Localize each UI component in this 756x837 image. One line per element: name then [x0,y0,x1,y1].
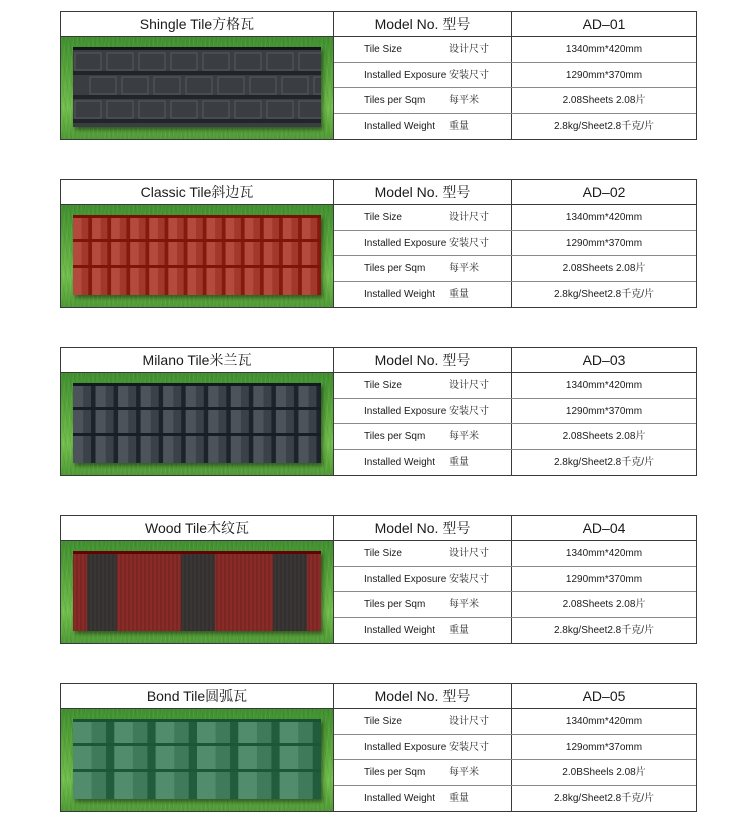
spec-value: 2.08Sheets 2.08片 [562,431,646,442]
model-code: AD–05 [582,688,626,704]
spec-label-cn: 重量 [449,456,469,468]
spec-row [334,786,696,812]
product-photo-panel [61,348,334,475]
spec-label-en: Tile Size [364,44,402,55]
model-label: Model No. 型号 [334,348,512,372]
spec-label-cn: 设计尺寸 [449,380,489,391]
spec-label-en: Installed Weight [364,288,435,300]
spec-value: 2.8kg/Sheet2.8千克/片 [553,456,655,468]
spec-label-cn: 安装尺寸 [449,741,489,753]
spec-table [334,180,696,307]
spec-value: 1340mm*420mm [565,212,643,223]
spec-label-en: Tile Size [364,212,402,223]
spec-label-cn: 每平米 [449,431,479,442]
tile-sample-image [73,47,321,127]
spec-label-cn: 重量 [449,624,469,636]
spec-label-cn: 每平米 [449,263,479,274]
product-title: Shingle Tile方格瓦 [61,12,333,37]
spec-row [334,256,696,282]
spec-value: 2.0BSheels 2.08片 [562,767,646,778]
spec-label-cn: 每平米 [449,95,479,106]
product-card-milano [60,347,697,476]
spec-label-cn: 安装尺寸 [449,69,489,81]
spec-value: 1340mm*420mm [565,44,643,55]
product-photo [61,37,333,139]
product-card-classic [60,179,697,308]
product-photo-panel [61,684,334,811]
spec-row [334,399,696,425]
spec-value: 2.8kg/Sheet2.8千克/片 [553,120,655,132]
spec-header [334,12,696,37]
spec-row [334,450,696,476]
spec-label-en: Installed Weight [364,624,435,636]
tile-sample-image [73,719,321,799]
product-photo [61,709,333,811]
spec-header [334,348,696,373]
spec-value: 1290mm*370mm [565,237,643,249]
spec-row [334,618,696,644]
spec-label-en: Tiles per Sqm [364,95,426,106]
spec-label-cn: 重量 [449,120,469,132]
spec-row [334,282,696,308]
spec-value: 2.8kg/Sheet2.8千克/片 [553,288,655,300]
spec-row [334,424,696,450]
tile-sample-image [73,215,321,295]
spec-label-en: Tiles per Sqm [364,263,426,274]
model-code: AD–02 [582,184,626,200]
product-title: Bond Tile圆弧瓦 [61,684,333,709]
model-code: AD–01 [582,16,626,32]
spec-label-en: Installed Exposure [364,237,447,249]
spec-label-cn: 设计尺寸 [449,548,489,559]
spec-value: 1340mm*420mm [565,716,643,727]
spec-row [334,567,696,593]
spec-value: 1290mm*370mm [565,405,643,417]
spec-label-en: Tiles per Sqm [364,431,426,442]
spec-row [334,592,696,618]
spec-label-en: Installed Exposure [364,69,447,81]
spec-label-en: Tile Size [364,380,402,391]
product-photo-panel [61,180,334,307]
spec-value: 129omm*37omm [565,741,643,753]
spec-header [334,516,696,541]
spec-header [334,180,696,205]
spec-table [334,348,696,475]
product-card-bond [60,683,697,812]
tile-sample-image [73,383,321,463]
spec-row [334,373,696,399]
spec-value: 2.8kg/Sheet2.8千克/片 [553,624,655,636]
spec-label-en: Tile Size [364,548,402,559]
spec-header [334,684,696,709]
spec-row [334,709,696,735]
spec-label-cn: 每平米 [449,767,479,778]
spec-label-en: Tiles per Sqm [364,767,426,778]
model-label: Model No. 型号 [334,516,512,540]
spec-value: 1290mm*370mm [565,573,643,585]
spec-label-cn: 设计尺寸 [449,716,489,727]
product-photo [61,205,333,307]
spec-label-cn: 安装尺寸 [449,237,489,249]
spec-label-en: Installed Exposure [364,405,447,417]
model-code: AD–03 [582,352,626,368]
spec-row [334,37,696,63]
product-title: Wood Tile木纹瓦 [61,516,333,541]
product-card-wood [60,515,697,644]
model-code: AD–04 [582,520,626,536]
spec-label-en: Installed Exposure [364,573,447,585]
spec-value: 1290mm*370mm [565,69,643,81]
spec-value: 2.08Sheets 2.08片 [562,95,646,106]
spec-label-en: Installed Weight [364,120,435,132]
spec-row [334,735,696,761]
spec-table [334,684,696,811]
spec-table [334,516,696,643]
spec-label-cn: 重量 [449,288,469,300]
spec-label-en: Installed Weight [364,456,435,468]
spec-row [334,63,696,89]
spec-label-cn: 设计尺寸 [449,44,489,55]
spec-label-cn: 重量 [449,792,469,804]
spec-value: 2.8kg/Sheet2.8千克/片 [553,792,655,804]
tile-sample-image [73,551,321,631]
product-photo [61,373,333,475]
spec-value: 2.08Sheets 2.08片 [562,599,646,610]
spec-label-cn: 每平米 [449,599,479,610]
product-title: Classic Tile斜边瓦 [61,180,333,205]
spec-table [334,12,696,139]
spec-value: 1340mm*420mm [565,548,643,559]
model-label: Model No. 型号 [334,180,512,204]
spec-row [334,205,696,231]
spec-row [334,88,696,114]
spec-label-en: Tile Size [364,716,402,727]
spec-row [334,541,696,567]
product-card-shingle [60,11,697,140]
product-photo-panel [61,12,334,139]
spec-label-cn: 安装尺寸 [449,405,489,417]
model-label: Model No. 型号 [334,12,512,36]
product-photo [61,541,333,643]
spec-label-en: Installed Weight [364,792,435,804]
spec-label-en: Tiles per Sqm [364,599,426,610]
spec-value: 2.08Sheets 2.08片 [562,263,646,274]
model-label: Model No. 型号 [334,684,512,708]
product-title: Milano Tile米兰瓦 [61,348,333,373]
spec-row [334,760,696,786]
spec-value: 1340mm*420mm [565,380,643,391]
spec-row [334,114,696,140]
product-photo-panel [61,516,334,643]
spec-label-cn: 安装尺寸 [449,573,489,585]
spec-row [334,231,696,257]
spec-label-en: Installed Exposure [364,741,447,753]
spec-label-cn: 设计尺寸 [449,212,489,223]
